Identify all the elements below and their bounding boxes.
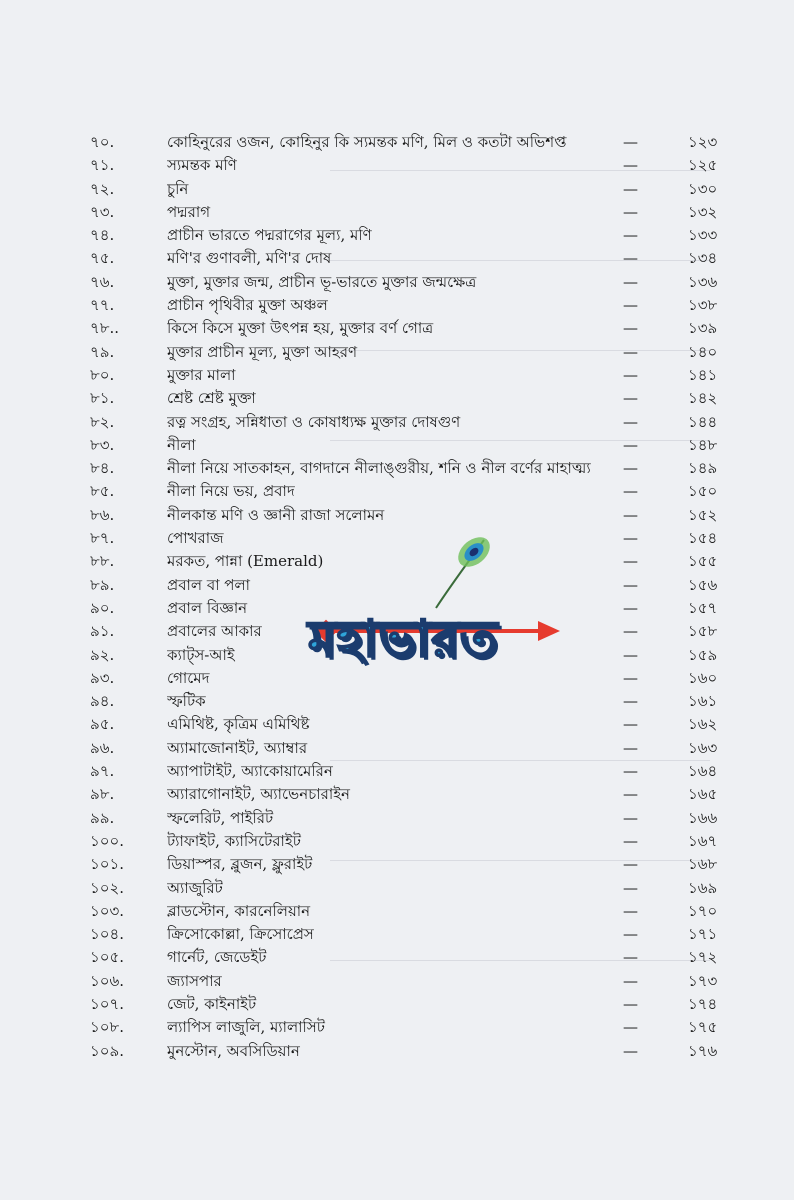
toc-row bbox=[0, 247, 794, 270]
toc-leader-dash: — bbox=[623, 948, 638, 967]
toc-leader-dash: — bbox=[623, 156, 638, 175]
toc-row bbox=[0, 1040, 794, 1063]
toc-leader-dash: — bbox=[623, 622, 638, 641]
toc-leader-dash: — bbox=[623, 435, 638, 454]
toc-row bbox=[0, 364, 794, 387]
toc-leader-dash: — bbox=[623, 738, 638, 757]
toc-row bbox=[0, 970, 794, 993]
toc-entry-title: কিসে কিসে মুক্তা উৎপন্ন হয়, মুক্তার বর্ণ গোত্র bbox=[167, 319, 434, 338]
toc-leader-dash: — bbox=[623, 272, 638, 291]
toc-page-number: ১৬৬ bbox=[688, 808, 718, 827]
toc-page-number: ১৩০ bbox=[688, 179, 718, 198]
toc-entry-title: নীলা নিয়ে ভয়, প্রবাদ bbox=[167, 482, 295, 501]
toc-entry-title: জ্যাসপার bbox=[167, 971, 222, 990]
toc-leader-dash: — bbox=[623, 412, 638, 431]
toc-page-number: ১৬৩ bbox=[688, 738, 718, 757]
toc-entry-title: ব্লাডস্টোন, কারনেলিয়ান bbox=[167, 901, 311, 920]
toc-page-number: ১৪৪ bbox=[688, 412, 718, 431]
watermark-text: মহাভারত bbox=[308, 610, 499, 668]
toc-entry-number: ১০০. bbox=[90, 831, 125, 850]
toc-row bbox=[0, 317, 794, 340]
toc-entry-number: ১০৬. bbox=[90, 971, 125, 990]
toc-entry-number: ৮৬. bbox=[90, 505, 115, 524]
toc-leader-dash: — bbox=[623, 1041, 638, 1060]
toc-row bbox=[0, 201, 794, 224]
toc-page-number: ১৭৫ bbox=[688, 1018, 718, 1037]
toc-entry-title: প্রবালের আকার bbox=[167, 622, 262, 641]
toc-row bbox=[0, 713, 794, 736]
toc-page-number: ১৭৬ bbox=[688, 1041, 718, 1060]
toc-entry-number: ৯৭. bbox=[90, 762, 115, 781]
toc-page-number: ১৬৭ bbox=[688, 831, 718, 850]
toc-leader-dash: — bbox=[623, 762, 638, 781]
toc-entry-number: ৮৩. bbox=[90, 435, 115, 454]
toc-entry-title: মুক্তার মালা bbox=[167, 365, 236, 384]
toc-page-number: ১৫৮ bbox=[688, 622, 718, 641]
toc-leader-dash: — bbox=[623, 226, 638, 245]
toc-entry-number: ৭৯. bbox=[90, 342, 115, 361]
toc-entry-title: মুক্তা, মুক্তার জন্ম, প্রাচীন ভূ-ভারতে মুক্তার জন্মক্ষেত্র bbox=[167, 272, 477, 291]
arrow-head bbox=[538, 621, 560, 641]
toc-page-number: ১৩৩ bbox=[688, 226, 718, 245]
toc-row bbox=[0, 341, 794, 364]
toc-entry-title: নীলা নিয়ে সাতকাহন, বাগদানে নীলাঙ্গুরীয়, শনি ও নীল বর্ণের মাহাত্ম্য bbox=[167, 459, 591, 478]
toc-entry-title: অ্যারাগোনাইট, অ্যাভেনচারাইন bbox=[167, 785, 350, 804]
toc-page-number: ১২৩ bbox=[688, 133, 718, 151]
toc-entry-title: মরকত, পান্না (Emerald) bbox=[167, 552, 324, 571]
toc-entry-number: ৮৫. bbox=[90, 482, 115, 501]
toc-entry-title: ক্রিসোকোল্লা, ক্রিসোপ্রেস bbox=[167, 925, 314, 944]
toc-page-number: ১৬১ bbox=[688, 692, 718, 711]
toc-leader-dash: — bbox=[623, 878, 638, 897]
toc-entry-title: ডিয়াস্পর, ব্লুজন, ফ্লুরাইট bbox=[167, 855, 313, 874]
toc-leader-dash: — bbox=[623, 831, 638, 850]
toc-entry-number: ৮২. bbox=[90, 412, 115, 431]
toc-row bbox=[0, 504, 794, 527]
toc-leader-dash: — bbox=[623, 901, 638, 920]
toc-entry-number: ৯০. bbox=[90, 598, 115, 617]
toc-entry-title: নীলকান্ত মণি ও জ্ঞানী রাজা সলোমন bbox=[167, 505, 385, 524]
toc-entry-number: ৭১. bbox=[90, 156, 115, 175]
toc-page-number: ১৩২ bbox=[688, 202, 718, 221]
toc-leader-dash: — bbox=[623, 785, 638, 804]
toc-page-number: ১৫৬ bbox=[688, 575, 718, 594]
toc-entry-title: নীলা bbox=[167, 435, 196, 454]
toc-leader-dash: — bbox=[623, 645, 638, 664]
toc-entry-title: স্যমন্তক মণি bbox=[167, 156, 237, 175]
watermark-logo bbox=[268, 530, 578, 680]
toc-entry-number: ১০১. bbox=[90, 855, 124, 874]
toc-row bbox=[0, 387, 794, 410]
toc-entry-number: ৭৪. bbox=[90, 226, 115, 245]
toc-entry-title: পদ্মরাগ bbox=[167, 202, 211, 221]
toc-entry-title: ট্যাফাইট, ক্যাসিটেরাইট bbox=[167, 831, 301, 850]
toc-entry-title: শ্রেষ্ট শ্রেষ্ট মুক্তা bbox=[167, 389, 256, 408]
toc-page-number: ১৩৪ bbox=[688, 249, 718, 268]
toc-leader-dash: — bbox=[623, 692, 638, 711]
toc-entry-number: ৯১. bbox=[90, 622, 115, 641]
toc-page-number: ১২৫ bbox=[688, 156, 718, 175]
toc-row bbox=[0, 807, 794, 830]
toc-entry-title: মুনস্টোন, অবসিডিয়ান bbox=[167, 1041, 300, 1060]
toc-entry-number: ১০৪. bbox=[90, 925, 124, 944]
toc-entry-title: প্রাচীন পৃথিবীর মুক্তা অঞ্চল bbox=[167, 296, 328, 315]
toc-entry-title: রত্ন সংগ্রহ, সন্নিধাতা ও কোষাধ্যক্ষ মুক্তার দোষগুণ bbox=[167, 412, 461, 431]
toc-row bbox=[0, 737, 794, 760]
toc-page-number: ১৭৩ bbox=[688, 971, 718, 990]
toc-page-number: ১৭২ bbox=[688, 948, 718, 967]
toc-row bbox=[0, 923, 794, 946]
toc-entry-number: ৭৬. bbox=[90, 272, 115, 291]
toc-leader-dash: — bbox=[623, 994, 638, 1013]
toc-row bbox=[0, 434, 794, 457]
toc-entry-title: কোহিনুরের ওজন, কোহিনুর কি স্যমন্তক মণি, মিল ও কতটা অভিশপ্ত bbox=[167, 133, 567, 151]
toc-entry-number: ৯৯. bbox=[90, 808, 115, 827]
toc-page-number: ১৪৮ bbox=[688, 435, 718, 454]
toc-entry-title: অ্যাপাটাইট, অ্যাকোয়ামেরিন bbox=[167, 762, 333, 781]
toc-row bbox=[0, 783, 794, 806]
toc-page-number: ১৬৮ bbox=[688, 855, 718, 874]
toc-leader-dash: — bbox=[623, 808, 638, 827]
toc-entry-number: ৯৪. bbox=[90, 692, 115, 711]
toc-leader-dash: — bbox=[623, 552, 638, 571]
toc-row bbox=[0, 271, 794, 294]
toc-page-number: ১৪১ bbox=[688, 365, 718, 384]
toc-row bbox=[0, 131, 794, 154]
toc-leader-dash: — bbox=[623, 296, 638, 315]
toc-entry-number: ৮১. bbox=[90, 389, 115, 408]
toc-entry-title: চুনি bbox=[167, 179, 189, 198]
toc-page-number: ১৭০ bbox=[688, 901, 718, 920]
toc-entry-number: ১০৫. bbox=[90, 948, 124, 967]
toc-entry-title: প্রবাল বা পলা bbox=[167, 575, 251, 594]
toc-entry-number: ১০২. bbox=[90, 878, 125, 897]
toc-leader-dash: — bbox=[623, 598, 638, 617]
toc-leader-dash: — bbox=[623, 249, 638, 268]
toc-page-number: ১৫৭ bbox=[688, 598, 718, 617]
toc-page-number: ১৫২ bbox=[688, 505, 718, 524]
toc-row bbox=[0, 457, 794, 480]
toc-leader-dash: — bbox=[623, 1018, 638, 1037]
toc-page-number: ১৪০ bbox=[688, 342, 718, 361]
toc-row bbox=[0, 154, 794, 177]
toc-entry-number: ৭২. bbox=[90, 179, 115, 198]
toc-row bbox=[0, 900, 794, 923]
toc-entry-title: জেট, কাইনাইট bbox=[167, 994, 257, 1013]
toc-entry-number: ৭০. bbox=[90, 133, 115, 151]
toc-page-number: ১৫৫ bbox=[688, 552, 718, 571]
toc-entry-title: পোখরাজ bbox=[167, 529, 224, 548]
toc-leader-dash: — bbox=[623, 389, 638, 408]
toc-entry-title: প্রবাল বিজ্ঞান bbox=[167, 598, 248, 617]
toc-page-number: ১৬৯ bbox=[688, 878, 718, 897]
toc-leader-dash: — bbox=[623, 971, 638, 990]
toc-row bbox=[0, 411, 794, 434]
toc-entry-title: স্ফলেরিট, পাইরিট bbox=[167, 808, 274, 827]
toc-page-number: ১৬৫ bbox=[688, 785, 718, 804]
toc-page-number: ১৭১ bbox=[688, 925, 718, 944]
toc-leader-dash: — bbox=[623, 575, 638, 594]
toc-entry-title: এমিথিষ্ট, কৃত্রিম এমিথিষ্ট bbox=[167, 715, 310, 734]
toc-leader-dash: — bbox=[623, 925, 638, 944]
toc-row bbox=[0, 690, 794, 713]
toc-row bbox=[0, 480, 794, 503]
toc-page-number: ১৬২ bbox=[688, 715, 718, 734]
toc-entry-title: গার্নেট, জেডেইট bbox=[167, 948, 267, 967]
toc-row bbox=[0, 830, 794, 853]
toc-entry-number: ৭৩. bbox=[90, 202, 115, 221]
toc-leader-dash: — bbox=[623, 459, 638, 478]
toc-entry-title: মণি'র গুণাবলী, মণি'র দোষ bbox=[167, 249, 332, 268]
toc-page-number: ১৪৯ bbox=[688, 459, 718, 478]
toc-leader-dash: — bbox=[623, 202, 638, 221]
toc-page-number: ১৩৬ bbox=[688, 272, 718, 291]
toc-entry-title: ক্যাট্স-আই bbox=[167, 645, 235, 664]
toc-entry-number: ৮৭. bbox=[90, 529, 115, 548]
toc-entry-number: ৯২. bbox=[90, 645, 115, 664]
toc-entry-title: ল্যাপিস লাজুলি, ম্যালাসিট bbox=[167, 1018, 325, 1037]
toc-entry-number: ৭৫. bbox=[90, 249, 115, 268]
toc-entry-title: অ্যাজুরিট bbox=[167, 878, 223, 897]
toc-entry-number: ৮০. bbox=[90, 365, 115, 384]
toc-entry-title: মুক্তার প্রাচীন মূল্য, মুক্তা আহরণ bbox=[167, 342, 358, 361]
toc-leader-dash: — bbox=[623, 133, 638, 151]
toc-entry-number: ৮৮. bbox=[90, 552, 115, 571]
toc-entry-number: ৯৮. bbox=[90, 785, 115, 804]
toc-row bbox=[0, 877, 794, 900]
toc-entry-number: ৮৪. bbox=[90, 459, 115, 478]
toc-page-number: ১৭৪ bbox=[688, 994, 718, 1013]
toc-page-number: ১৫৯ bbox=[688, 645, 718, 664]
toc-entry-number: ৯৩. bbox=[90, 668, 115, 687]
toc-leader-dash: — bbox=[623, 715, 638, 734]
toc-leader-dash: — bbox=[623, 482, 638, 501]
toc-row bbox=[0, 853, 794, 876]
toc-entry-number: ১০৩. bbox=[90, 901, 125, 920]
toc-leader-dash: — bbox=[623, 365, 638, 384]
toc-entry-title: গোমেদ bbox=[167, 668, 210, 687]
toc-row bbox=[0, 993, 794, 1016]
toc-row bbox=[0, 1016, 794, 1039]
toc-row bbox=[0, 294, 794, 317]
toc-leader-dash: — bbox=[623, 319, 638, 338]
toc-page-number: ১৬০ bbox=[688, 668, 718, 687]
peacock-feather-icon bbox=[426, 530, 496, 610]
toc-leader-dash: — bbox=[623, 179, 638, 198]
toc-page-number: ১৫৪ bbox=[688, 529, 718, 548]
toc-leader-dash: — bbox=[623, 529, 638, 548]
toc-row bbox=[0, 760, 794, 783]
toc-page-number: ১৫০ bbox=[688, 482, 718, 501]
toc-entry-title: প্রাচীন ভারতে পদ্মরাগের মূল্য, মণি bbox=[167, 226, 372, 245]
toc-entry-number: ৭৮.. bbox=[90, 319, 120, 338]
toc-page-number: ১৩৮ bbox=[688, 296, 718, 315]
toc-leader-dash: — bbox=[623, 668, 638, 687]
toc-page-number: ১৩৯ bbox=[688, 319, 718, 338]
toc-row bbox=[0, 178, 794, 201]
toc-leader-dash: — bbox=[623, 505, 638, 524]
toc-leader-dash: — bbox=[623, 342, 638, 361]
toc-leader-dash: — bbox=[623, 855, 638, 874]
toc-page-number: ১৬৪ bbox=[688, 762, 718, 781]
toc-row bbox=[0, 946, 794, 969]
toc-entry-number: ৯৬. bbox=[90, 738, 115, 757]
toc-row bbox=[0, 224, 794, 247]
toc-entry-title: অ্যামাজোনাইট, অ্যাম্বার bbox=[167, 738, 308, 757]
toc-entry-number: ১০৮. bbox=[90, 1018, 124, 1037]
toc-entry-number: ৯৫. bbox=[90, 715, 115, 734]
toc-page-number: ১৪২ bbox=[688, 389, 718, 408]
toc-entry-number: ১০৭. bbox=[90, 994, 125, 1013]
toc-entry-title: স্ফটিক bbox=[167, 692, 206, 711]
toc-entry-number: ৭৭. bbox=[90, 296, 115, 315]
toc-entry-number: ৮৯. bbox=[90, 575, 115, 594]
toc-entry-number: ১০৯. bbox=[90, 1041, 124, 1060]
